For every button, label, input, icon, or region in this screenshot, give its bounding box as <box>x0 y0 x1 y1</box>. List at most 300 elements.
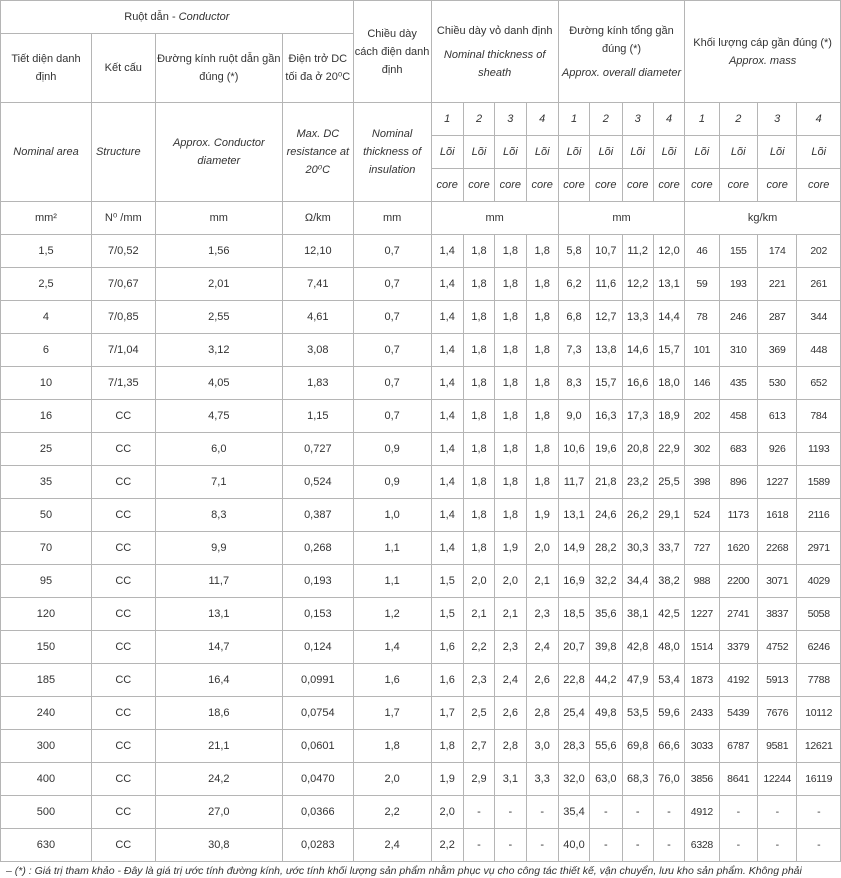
mass-cell: 6328 <box>685 829 719 862</box>
overall-cell: 15,7 <box>653 334 684 367</box>
mass-cell: 101 <box>685 334 719 367</box>
sheath-cell: 3,0 <box>526 730 558 763</box>
mass-cell: 10112 <box>797 697 841 730</box>
mass-cell: 78 <box>685 301 719 334</box>
diameter-cell: 21,1 <box>155 730 282 763</box>
overall-cell: 42,5 <box>653 598 684 631</box>
resistance-cell: 0,387 <box>282 499 353 532</box>
overall-cell: 10,7 <box>590 235 622 268</box>
insulation-cell: 0,7 <box>353 334 431 367</box>
mass-cell: 6246 <box>797 631 841 664</box>
resistance-cell: 0,0754 <box>282 697 353 730</box>
diameter-cell: 3,12 <box>155 334 282 367</box>
sheath-cell: 2,1 <box>526 565 558 598</box>
mass-cell: 398 <box>685 466 719 499</box>
insulation-cell: 0,9 <box>353 466 431 499</box>
insulation-cell: 0,7 <box>353 367 431 400</box>
mass-cell: 2268 <box>757 532 796 565</box>
overall-cell: 15,7 <box>590 367 622 400</box>
overall-cell: - <box>653 796 684 829</box>
mass-cell: 1514 <box>685 631 719 664</box>
area-cell: 16 <box>1 400 92 433</box>
overall-cell: 13,1 <box>653 268 684 301</box>
sheath-cell: 1,5 <box>431 565 463 598</box>
insulation-cell: 1,7 <box>353 697 431 730</box>
mass-cell: 344 <box>797 301 841 334</box>
overall-cell: 6,2 <box>558 268 589 301</box>
table-row <box>1 466 841 499</box>
mass-cell: 4029 <box>797 565 841 598</box>
core-number: 1 <box>431 103 463 136</box>
sheath-cell: 1,9 <box>526 499 558 532</box>
core-label-en: core <box>495 169 526 202</box>
table-row <box>1 433 841 466</box>
core-label-en: core <box>590 169 622 202</box>
mass-cell: 988 <box>685 565 719 598</box>
mass-cell: 193 <box>719 268 757 301</box>
insulation-cell: 1,0 <box>353 499 431 532</box>
area-cell: 630 <box>1 829 92 862</box>
structure-cell: CC <box>91 829 155 862</box>
sheath-cell: 2,1 <box>463 598 494 631</box>
sheath-cell: 2,8 <box>495 730 526 763</box>
overall-cell: - <box>590 829 622 862</box>
sheath-cell: 1,8 <box>463 268 494 301</box>
sheath-cell: 3,3 <box>526 763 558 796</box>
core-number: 4 <box>526 103 558 136</box>
area-cell: 4 <box>1 301 92 334</box>
overall-cell: 25,5 <box>653 466 684 499</box>
mass-cell: 5913 <box>757 664 796 697</box>
resistance-cell: 3,08 <box>282 334 353 367</box>
sheath-cell: 1,8 <box>526 301 558 334</box>
table-row <box>1 763 841 796</box>
sheath-cell: 1,4 <box>431 532 463 565</box>
mass-cell: 302 <box>685 433 719 466</box>
unit-overall: mm <box>558 202 684 235</box>
area-cell: 240 <box>1 697 92 730</box>
mass-cell: 261 <box>797 268 841 301</box>
core-label-en: core <box>797 169 841 202</box>
table-row <box>1 664 841 697</box>
sheath-cell: 2,9 <box>463 763 494 796</box>
insulation-header-en: Nominal thickness of insulation <box>353 103 431 202</box>
unit-resistance: Ω/km <box>282 202 353 235</box>
mass-cell: 896 <box>719 466 757 499</box>
structure-cell: CC <box>91 499 155 532</box>
resistance-cell: 7,41 <box>282 268 353 301</box>
sheath-cell: 2,7 <box>463 730 494 763</box>
mass-cell: 5058 <box>797 598 841 631</box>
mass-cell: 6787 <box>719 730 757 763</box>
core-label-vi: Lõi <box>463 136 494 169</box>
overall-cell: 18,5 <box>558 598 589 631</box>
overall-cell: 28,2 <box>590 532 622 565</box>
structure-cell: 7/0,52 <box>91 235 155 268</box>
insulation-cell: 0,7 <box>353 268 431 301</box>
sheath-cell: 1,8 <box>463 367 494 400</box>
structure-cell: CC <box>91 763 155 796</box>
diameter-cell: 14,7 <box>155 631 282 664</box>
table-row <box>1 730 841 763</box>
sheath-cell: 1,8 <box>463 499 494 532</box>
diameter-cell: 4,75 <box>155 400 282 433</box>
overall-cell: 21,8 <box>590 466 622 499</box>
resistance-header-vi: Điện trở DC tối đa ở 20⁰C <box>282 34 353 103</box>
sheath-cell: 1,8 <box>463 400 494 433</box>
core-label-en: core <box>526 169 558 202</box>
mass-cell: 683 <box>719 433 757 466</box>
table-row <box>1 235 841 268</box>
overall-cell: 20,8 <box>622 433 653 466</box>
insulation-cell: 1,6 <box>353 664 431 697</box>
core-number: 1 <box>558 103 589 136</box>
mass-cell: 287 <box>757 301 796 334</box>
table-row <box>1 697 841 730</box>
table-body <box>1 235 841 862</box>
insulation-header-vi: Chiều dày cách điện danh định <box>353 1 431 103</box>
sheath-cell: 1,4 <box>431 334 463 367</box>
mass-cell: 448 <box>797 334 841 367</box>
insulation-cell: 2,0 <box>353 763 431 796</box>
resistance-cell: 4,61 <box>282 301 353 334</box>
insulation-cell: 1,1 <box>353 565 431 598</box>
area-cell: 1,5 <box>1 235 92 268</box>
core-label-vi: Lõi <box>797 136 841 169</box>
core-number: 3 <box>622 103 653 136</box>
overall-cell: 6,8 <box>558 301 589 334</box>
sheath-cell: - <box>495 829 526 862</box>
diameter-cell: 18,6 <box>155 697 282 730</box>
overall-cell: 38,2 <box>653 565 684 598</box>
resistance-cell: 0,268 <box>282 532 353 565</box>
sheath-header: Chiều dày vỏ danh định Nominal thickness of sheath <box>431 1 558 103</box>
sheath-cell: 1,4 <box>431 466 463 499</box>
table-row <box>1 631 841 664</box>
sheath-cell: 2,3 <box>495 631 526 664</box>
overall-cell: 47,9 <box>622 664 653 697</box>
mass-cell: 1173 <box>719 499 757 532</box>
mass-cell: 613 <box>757 400 796 433</box>
overall-cell: 28,3 <box>558 730 589 763</box>
resistance-cell: 0,193 <box>282 565 353 598</box>
sheath-cell: 1,4 <box>431 367 463 400</box>
structure-cell: CC <box>91 631 155 664</box>
sheath-cell: 1,8 <box>463 532 494 565</box>
mass-cell: - <box>719 796 757 829</box>
resistance-cell: 0,0601 <box>282 730 353 763</box>
overall-diameter-header: Đường kính tổng gần đúng (*) Approx. overall diameter <box>558 1 684 103</box>
overall-cell: 16,6 <box>622 367 653 400</box>
core-label-en: core <box>558 169 589 202</box>
overall-cell: 18,9 <box>653 400 684 433</box>
area-header-en: Nominal area <box>1 103 92 202</box>
diameter-cell: 9,9 <box>155 532 282 565</box>
sheath-cell: 1,4 <box>431 235 463 268</box>
mass-cell: 524 <box>685 499 719 532</box>
sheath-cell: 1,8 <box>495 499 526 532</box>
sheath-cell: 2,6 <box>526 664 558 697</box>
resistance-cell: 12,10 <box>282 235 353 268</box>
core-label-en: core <box>431 169 463 202</box>
overall-cell: 22,9 <box>653 433 684 466</box>
sheath-cell: 1,8 <box>526 334 558 367</box>
overall-cell: 42,8 <box>622 631 653 664</box>
sheath-cell: 1,8 <box>526 235 558 268</box>
footnote: – (*) : Giá trị tham khảo - Đây là giá trị ước tính đường kính, ước tính khối lượng sản phẩm nhằm phục vụ cho công tác thiết kế, vận chuyển, lưu kho sản phẩm. Không phải <box>6 865 802 877</box>
mass-cell: 4752 <box>757 631 796 664</box>
overall-cell: 12,2 <box>622 268 653 301</box>
sheath-cell: 2,0 <box>495 565 526 598</box>
diameter-cell: 2,55 <box>155 301 282 334</box>
sheath-cell: 2,0 <box>431 796 463 829</box>
resistance-cell: 0,524 <box>282 466 353 499</box>
overall-cell: 59,6 <box>653 697 684 730</box>
structure-cell: 7/1,04 <box>91 334 155 367</box>
overall-cell: 11,2 <box>622 235 653 268</box>
mass-cell: - <box>797 796 841 829</box>
resistance-cell: 0,0283 <box>282 829 353 862</box>
mass-cell: 1193 <box>797 433 841 466</box>
sheath-cell: 1,8 <box>463 466 494 499</box>
sheath-cell: 1,8 <box>526 433 558 466</box>
mass-cell: 8641 <box>719 763 757 796</box>
sheath-cell: 2,3 <box>526 598 558 631</box>
mass-cell: 202 <box>797 235 841 268</box>
structure-cell: CC <box>91 433 155 466</box>
sheath-cell: 1,8 <box>463 433 494 466</box>
area-header-vi: Tiết diện danh định <box>1 34 92 103</box>
mass-cell: 652 <box>797 367 841 400</box>
mass-cell: 4912 <box>685 796 719 829</box>
overall-cell: 13,1 <box>558 499 589 532</box>
mass-cell: 3071 <box>757 565 796 598</box>
overall-cell: 38,1 <box>622 598 653 631</box>
mass-cell: 1873 <box>685 664 719 697</box>
overall-cell: 16,9 <box>558 565 589 598</box>
mass-cell: 9581 <box>757 730 796 763</box>
structure-cell: 7/0,67 <box>91 268 155 301</box>
sheath-cell: 1,7 <box>431 697 463 730</box>
sheath-cell: 2,1 <box>495 598 526 631</box>
structure-cell: CC <box>91 697 155 730</box>
core-label-vi: Lõi <box>558 136 589 169</box>
table-row <box>1 829 841 862</box>
core-number: 3 <box>495 103 526 136</box>
mass-cell: 16119 <box>797 763 841 796</box>
mass-cell: 155 <box>719 235 757 268</box>
mass-cell: 12621 <box>797 730 841 763</box>
sheath-cell: - <box>526 829 558 862</box>
mass-cell: 1618 <box>757 499 796 532</box>
mass-cell: 4192 <box>719 664 757 697</box>
mass-cell: 3033 <box>685 730 719 763</box>
area-cell: 50 <box>1 499 92 532</box>
insulation-cell: 2,4 <box>353 829 431 862</box>
mass-cell: 2433 <box>685 697 719 730</box>
area-cell: 120 <box>1 598 92 631</box>
core-label-vi: Lõi <box>685 136 719 169</box>
mass-cell: 1227 <box>757 466 796 499</box>
insulation-cell: 0,7 <box>353 400 431 433</box>
table-row <box>1 532 841 565</box>
resistance-cell: 1,15 <box>282 400 353 433</box>
insulation-cell: 0,7 <box>353 235 431 268</box>
sheath-cell: 1,8 <box>495 301 526 334</box>
sheath-cell: 1,8 <box>495 235 526 268</box>
structure-cell: CC <box>91 532 155 565</box>
core-label-vi: Lõi <box>622 136 653 169</box>
mass-cell: 221 <box>757 268 796 301</box>
diameter-cell: 7,1 <box>155 466 282 499</box>
sheath-cell: 1,4 <box>431 301 463 334</box>
core-label-vi: Lõi <box>526 136 558 169</box>
sheath-cell: 1,8 <box>463 235 494 268</box>
overall-cell: 32,2 <box>590 565 622 598</box>
sheath-cell: 1,6 <box>431 631 463 664</box>
sheath-cell: 1,8 <box>495 367 526 400</box>
mass-cell: 1620 <box>719 532 757 565</box>
mass-cell: - <box>719 829 757 862</box>
structure-cell: CC <box>91 466 155 499</box>
sheath-cell: 1,6 <box>431 664 463 697</box>
sheath-cell: 1,8 <box>463 301 494 334</box>
overall-cell: 11,7 <box>558 466 589 499</box>
overall-cell: 48,0 <box>653 631 684 664</box>
table-row <box>1 301 841 334</box>
mass-header: Khối lượng cáp gần đúng (*) Approx. mass <box>685 1 841 103</box>
insulation-cell: 1,4 <box>353 631 431 664</box>
area-cell: 400 <box>1 763 92 796</box>
area-cell: 300 <box>1 730 92 763</box>
overall-cell: 26,2 <box>622 499 653 532</box>
mass-cell: 310 <box>719 334 757 367</box>
unit-mass: kg/km <box>685 202 841 235</box>
mass-cell: 146 <box>685 367 719 400</box>
sheath-cell: 2,2 <box>431 829 463 862</box>
overall-cell: 12,7 <box>590 301 622 334</box>
mass-cell: 7676 <box>757 697 796 730</box>
overall-cell: 30,3 <box>622 532 653 565</box>
structure-cell: CC <box>91 664 155 697</box>
core-label-vi: Lõi <box>431 136 463 169</box>
sheath-cell: 1,9 <box>431 763 463 796</box>
sheath-cell: 1,8 <box>495 433 526 466</box>
mass-cell: 12244 <box>757 763 796 796</box>
overall-cell: 53,5 <box>622 697 653 730</box>
mass-cell: - <box>797 829 841 862</box>
area-cell: 2,5 <box>1 268 92 301</box>
overall-cell: - <box>622 796 653 829</box>
overall-cell: - <box>653 829 684 862</box>
overall-cell: 18,0 <box>653 367 684 400</box>
overall-cell: 32,0 <box>558 763 589 796</box>
overall-cell: 13,3 <box>622 301 653 334</box>
core-label-en: core <box>653 169 684 202</box>
overall-cell: 11,6 <box>590 268 622 301</box>
mass-cell: 3856 <box>685 763 719 796</box>
area-cell: 150 <box>1 631 92 664</box>
overall-cell: 19,6 <box>590 433 622 466</box>
unit-insulation: mm <box>353 202 431 235</box>
mass-cell: 1227 <box>685 598 719 631</box>
diameter-cell: 24,2 <box>155 763 282 796</box>
overall-cell: 34,4 <box>622 565 653 598</box>
overall-cell: 12,0 <box>653 235 684 268</box>
overall-cell: 25,4 <box>558 697 589 730</box>
diameter-cell: 30,8 <box>155 829 282 862</box>
overall-cell: 53,4 <box>653 664 684 697</box>
sheath-cell: - <box>463 829 494 862</box>
core-label-vi: Lõi <box>719 136 757 169</box>
overall-cell: 24,6 <box>590 499 622 532</box>
diameter-cell: 8,3 <box>155 499 282 532</box>
overall-cell: 13,8 <box>590 334 622 367</box>
overall-cell: 23,2 <box>622 466 653 499</box>
unit-diameter: mm <box>155 202 282 235</box>
table-row <box>1 400 841 433</box>
core-number: 4 <box>797 103 841 136</box>
area-cell: 35 <box>1 466 92 499</box>
mass-cell: 2971 <box>797 532 841 565</box>
mass-cell: 1589 <box>797 466 841 499</box>
mass-cell: 2200 <box>719 565 757 598</box>
resistance-cell: 0,153 <box>282 598 353 631</box>
overall-cell: 16,3 <box>590 400 622 433</box>
mass-cell: 530 <box>757 367 796 400</box>
sheath-cell: 1,4 <box>431 433 463 466</box>
sheath-cell: 1,4 <box>431 268 463 301</box>
overall-cell: 14,6 <box>622 334 653 367</box>
area-cell: 500 <box>1 796 92 829</box>
area-cell: 6 <box>1 334 92 367</box>
insulation-cell: 1,1 <box>353 532 431 565</box>
core-label-vi: Lõi <box>653 136 684 169</box>
core-number: 2 <box>590 103 622 136</box>
mass-cell: 3837 <box>757 598 796 631</box>
table-row <box>1 796 841 829</box>
sheath-cell: - <box>463 796 494 829</box>
table-row <box>1 334 841 367</box>
mass-cell: 2741 <box>719 598 757 631</box>
overall-cell: 44,2 <box>590 664 622 697</box>
overall-cell: 10,6 <box>558 433 589 466</box>
sheath-cell: 1,8 <box>495 400 526 433</box>
structure-cell: CC <box>91 796 155 829</box>
sheath-cell: 1,4 <box>431 400 463 433</box>
core-number: 2 <box>719 103 757 136</box>
structure-header-vi: Kết cấu <box>91 34 155 103</box>
sheath-cell: 2,0 <box>463 565 494 598</box>
sheath-cell: 2,8 <box>526 697 558 730</box>
overall-cell: 8,3 <box>558 367 589 400</box>
core-label-en: core <box>757 169 796 202</box>
table-row <box>1 565 841 598</box>
overall-cell: 68,3 <box>622 763 653 796</box>
overall-cell: 7,3 <box>558 334 589 367</box>
overall-cell: 55,6 <box>590 730 622 763</box>
overall-cell: 9,0 <box>558 400 589 433</box>
core-label-en: core <box>719 169 757 202</box>
area-cell: 70 <box>1 532 92 565</box>
mass-cell: 2116 <box>797 499 841 532</box>
core-label-vi: Lõi <box>495 136 526 169</box>
diameter-cell: 6,0 <box>155 433 282 466</box>
area-cell: 10 <box>1 367 92 400</box>
mass-cell: 784 <box>797 400 841 433</box>
diameter-cell: 2,01 <box>155 268 282 301</box>
mass-cell: 435 <box>719 367 757 400</box>
